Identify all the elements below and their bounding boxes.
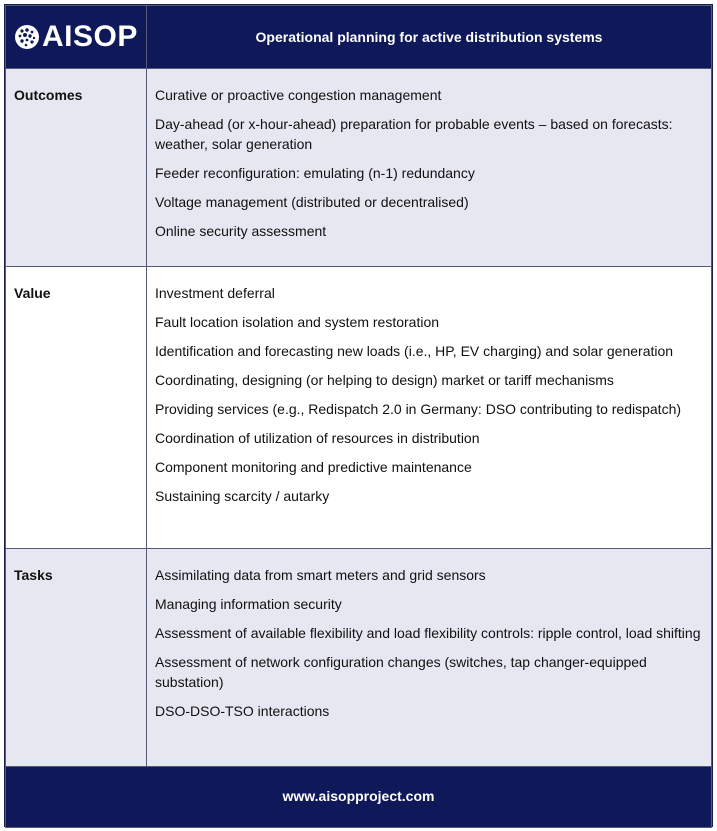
list-item: Curative or proactive congestion management [155, 87, 442, 103]
section-label: Value [6, 267, 147, 549]
section-items [147, 267, 712, 549]
logo-cell [6, 6, 147, 69]
list-item: Coordinating, designing (or helping to design) market or tariff mechanisms [155, 372, 614, 388]
page-title: Operational planning for active distribution systems [147, 6, 712, 69]
list-item: Component monitoring and predictive maintenance [155, 459, 472, 475]
header-row [6, 6, 712, 69]
section-row-outcomes [6, 69, 712, 267]
list-item: Coordination of utilization of resources in distribution [155, 430, 480, 446]
website-link[interactable]: www.aisopproject.com [282, 788, 435, 804]
section-items [147, 549, 712, 767]
list-item: Online security assessment [155, 223, 327, 239]
footer-cell [6, 767, 712, 828]
footer-row [6, 767, 712, 828]
list-item: DSO-DSO-TSO interactions [155, 703, 330, 719]
list-item: Investment deferral [155, 285, 275, 301]
list-item: Managing information security [155, 596, 342, 612]
globe-dots-icon [14, 24, 40, 50]
info-table-frame [4, 4, 713, 827]
aisop-logo [6, 20, 146, 54]
list-item: Day-ahead (or x-hour-ahead) preparation for probable events – based on forecasts: weather, solar generation [155, 116, 673, 152]
section-items [147, 69, 712, 267]
section-row-tasks [6, 549, 712, 767]
list-item: Sustaining scarcity / autarky [155, 488, 330, 504]
list-item: Providing services (e.g., Redispatch 2.0 in Germany: DSO contributing to redispatch) [155, 401, 682, 417]
logo-text: AISOP [42, 20, 138, 53]
list-item: Feeder reconfiguration: emulating (n-1) redundancy [155, 165, 475, 181]
list-item: Assessment of available flexibility and load flexibility controls: ripple control, load shifting [155, 625, 701, 641]
list-item: Assessment of network configuration changes (switches, tap changer-equipped substation) [155, 654, 647, 690]
list-item: Assimilating data from smart meters and grid sensors [155, 567, 486, 583]
list-item: Identification and forecasting new loads (i.e., HP, EV charging) and solar generation [155, 343, 674, 359]
section-row-value [6, 267, 712, 549]
section-label: Tasks [6, 549, 147, 767]
list-item: Fault location isolation and system restoration [155, 314, 440, 330]
info-table [5, 5, 712, 828]
section-label: Outcomes [6, 69, 147, 267]
list-item: Voltage management (distributed or decentralised) [155, 194, 469, 210]
